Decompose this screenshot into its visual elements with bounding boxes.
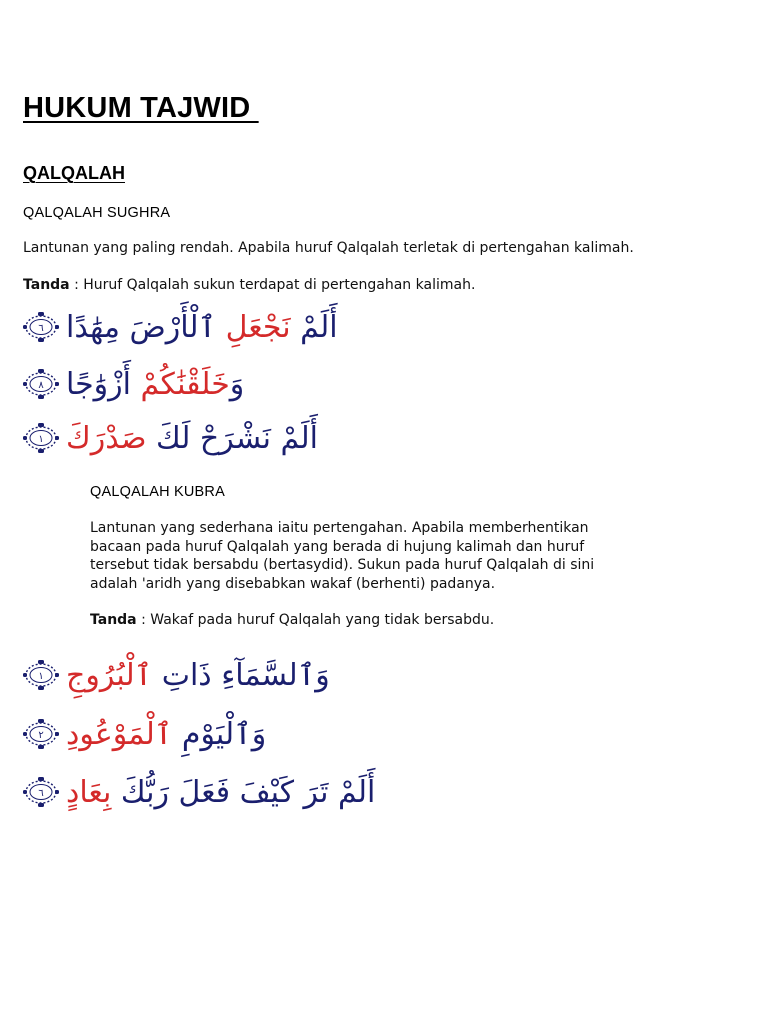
ayah-number: ١ xyxy=(38,671,44,682)
section-heading-qalqalah: QALQALAH xyxy=(23,163,125,183)
verse-word: وَٱلْيَوْمِ xyxy=(172,716,267,752)
kubra-verse-1 xyxy=(22,653,330,697)
verse-word: أَلَمْ تَرَ كَيْفَ فَعَلَ رَبُّكَ xyxy=(111,774,376,810)
ayah-end-marker-icon xyxy=(22,367,60,401)
kubra-description-line: adalah 'aridh yang disebabkan wakaf (berhenti) padanya. xyxy=(90,575,496,592)
qalqalah-word: ٱلْبُرُوجِ xyxy=(66,657,153,693)
kubra-verse-3 xyxy=(22,770,375,814)
kubra-tanda-text: : Wakaf pada huruf Qalqalah yang tidak bersabdu. xyxy=(136,612,495,628)
kubra-description xyxy=(90,519,594,593)
qalqalah-word: ٱلْمَوْعُودِ xyxy=(66,716,173,752)
kubra-verse-2 xyxy=(22,712,266,756)
ayah-end-marker-icon xyxy=(22,717,60,751)
arabic-verse-text xyxy=(66,775,375,810)
sughra-tanda-text: : Huruf Qalqalah sukun terdapat di pertengahan kalimah. xyxy=(69,277,476,293)
page-title: HUKUM TAJWID xyxy=(23,92,259,124)
sughra-verse-2 xyxy=(22,362,244,406)
sughra-tanda xyxy=(23,276,475,295)
arabic-verse-text xyxy=(66,658,330,693)
qalqalah-word: بِعَادٍ xyxy=(66,774,112,810)
kubra-description-line: bacaan pada huruf Qalqalah yang berada di hujung kalimah dan huruf xyxy=(90,538,585,555)
arabic-verse-text xyxy=(66,717,266,752)
verse-word: وَٱلسَّمَآءِ ذَاتِ xyxy=(152,657,330,693)
sughra-verse-3 xyxy=(22,416,318,460)
kubra-tanda xyxy=(90,611,494,630)
ayah-number: ٢ xyxy=(38,730,44,741)
verse-word: وَ xyxy=(229,366,245,402)
ayah-number: ٦ xyxy=(38,323,44,334)
ayah-end-marker-icon xyxy=(22,658,60,692)
ayah-number: ٦ xyxy=(38,788,44,799)
ayah-end-marker-icon xyxy=(22,775,60,809)
ayah-end-marker-icon xyxy=(22,421,60,455)
kubra-description-line: Lantunan yang sederhana iaitu pertengahan. Apabila memberhentikan xyxy=(90,520,589,536)
verse-word: أَلَمْ نَشْرَحْ لَكَ xyxy=(146,420,318,456)
heading-qalqalah-kubra: QALQALAH KUBRA xyxy=(90,484,225,500)
arabic-verse-text xyxy=(66,310,338,345)
qalqalah-word: صَدْرَكَ xyxy=(66,420,147,456)
verse-word: أَزْوَٰجًا xyxy=(66,366,141,402)
qalqalah-word: نَجْعَلِ xyxy=(225,309,291,345)
sughra-tanda-label: Tanda xyxy=(23,277,70,293)
kubra-description-line: tersebut tidak bersabdu (bertasydid). Sukun pada huruf Qalqalah di sini xyxy=(90,557,595,573)
ayah-number: ٨ xyxy=(38,380,44,391)
ayah-number: ١ xyxy=(38,434,44,445)
sughra-description: Lantunan yang paling rendah. Apabila huruf Qalqalah terletak di pertengahan kalimah. xyxy=(23,240,634,256)
qalqalah-word: خَلَقْنَٰكُمْ xyxy=(140,366,230,402)
sughra-verse-1 xyxy=(22,305,338,349)
verse-word: أَلَمْ xyxy=(290,309,338,345)
verse-word: ٱلْأَرْضَ مِهَٰدًا xyxy=(66,309,226,345)
ayah-end-marker-icon xyxy=(22,310,60,344)
kubra-tanda-label: Tanda xyxy=(90,612,137,628)
heading-qalqalah-sughra: QALQALAH SUGHRA xyxy=(23,205,171,221)
arabic-verse-text xyxy=(66,367,244,402)
arabic-verse-text xyxy=(66,421,318,456)
